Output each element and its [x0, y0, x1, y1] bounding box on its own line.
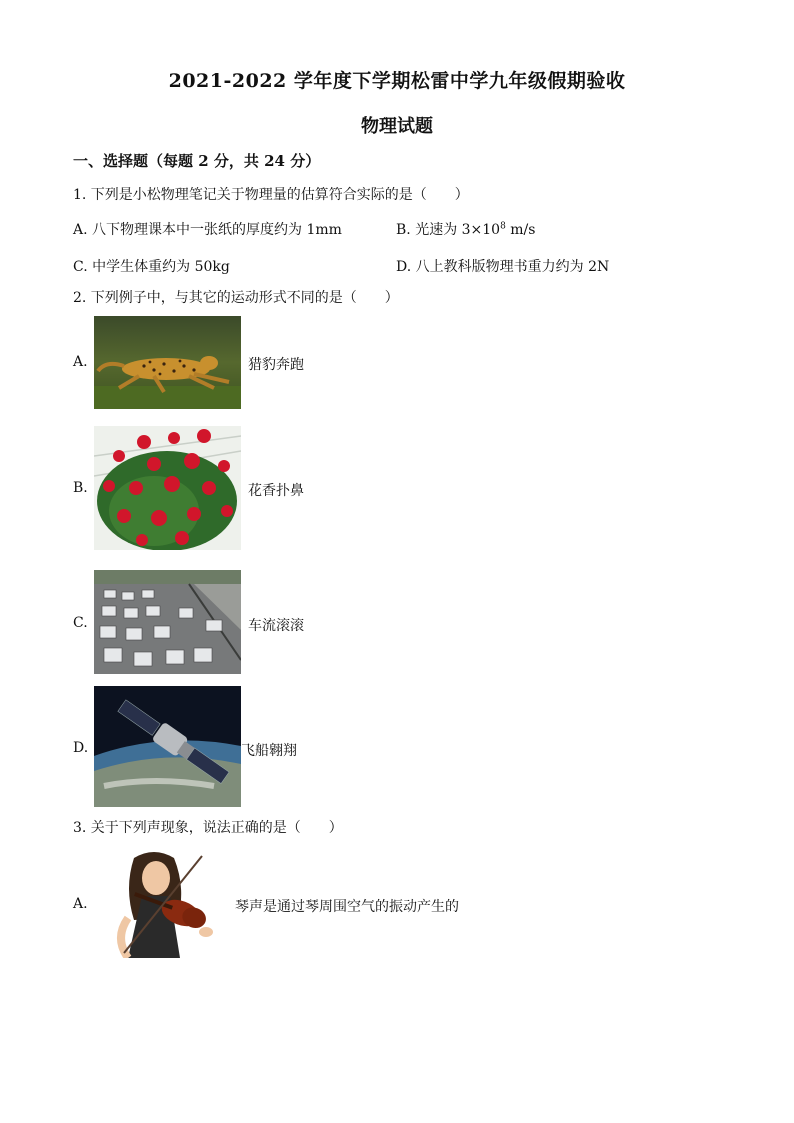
traffic-photo [94, 570, 241, 674]
q1-option-c: C. 中学生体重约为 50kg [73, 259, 230, 275]
q2-option-b-text: 花香扑鼻 [248, 483, 304, 499]
q1-option-b: B. 光速为 $3\times 10^8$ m/s [396, 221, 536, 238]
violinist-illustration [94, 848, 228, 958]
roses-photo [94, 426, 241, 550]
q2-option-c-text: 车流滚滚 [248, 618, 304, 634]
q2-option-d-text: 飞船翱翔 [241, 743, 297, 759]
q1-option-d: D. 八上教科版物理书重力约为 2N [396, 259, 610, 275]
question-2-stem: 2. 下列例子中，与其它的运动形式不同的是（ ） [73, 290, 399, 306]
cheetah-photo [94, 316, 241, 409]
question-1-stem: 1. 下列是小松物理笔记关于物理量的估算符合实际的是（ ） [73, 187, 469, 203]
exam-title: 2021-2022 学年度下学期松雷中学九年级假期验收 [168, 70, 626, 92]
q2-option-b-letter: B. [73, 480, 88, 496]
q3-option-a-letter: A. [73, 896, 88, 912]
question-3-stem: 3. 关于下列声现象，说法正确的是（ ） [73, 820, 343, 836]
q2-option-a-text: 猎豹奔跑 [248, 357, 304, 373]
section-heading: 一、选择题（每题 2 分，共 24 分） [73, 152, 321, 170]
exam-subtitle: 物理试题 [361, 116, 433, 137]
q3-option-a-text: 琴声是通过琴周围空气的振动产生的 [235, 899, 459, 915]
q2-option-a-letter: A. [73, 354, 88, 370]
q1-option-a: A. 八下物理课本中一张纸的厚度约为 1mm [73, 222, 342, 238]
spacecraft-photo [94, 686, 241, 807]
q2-option-d-letter: D. [73, 740, 89, 756]
q2-option-c-letter: C. [73, 615, 88, 631]
